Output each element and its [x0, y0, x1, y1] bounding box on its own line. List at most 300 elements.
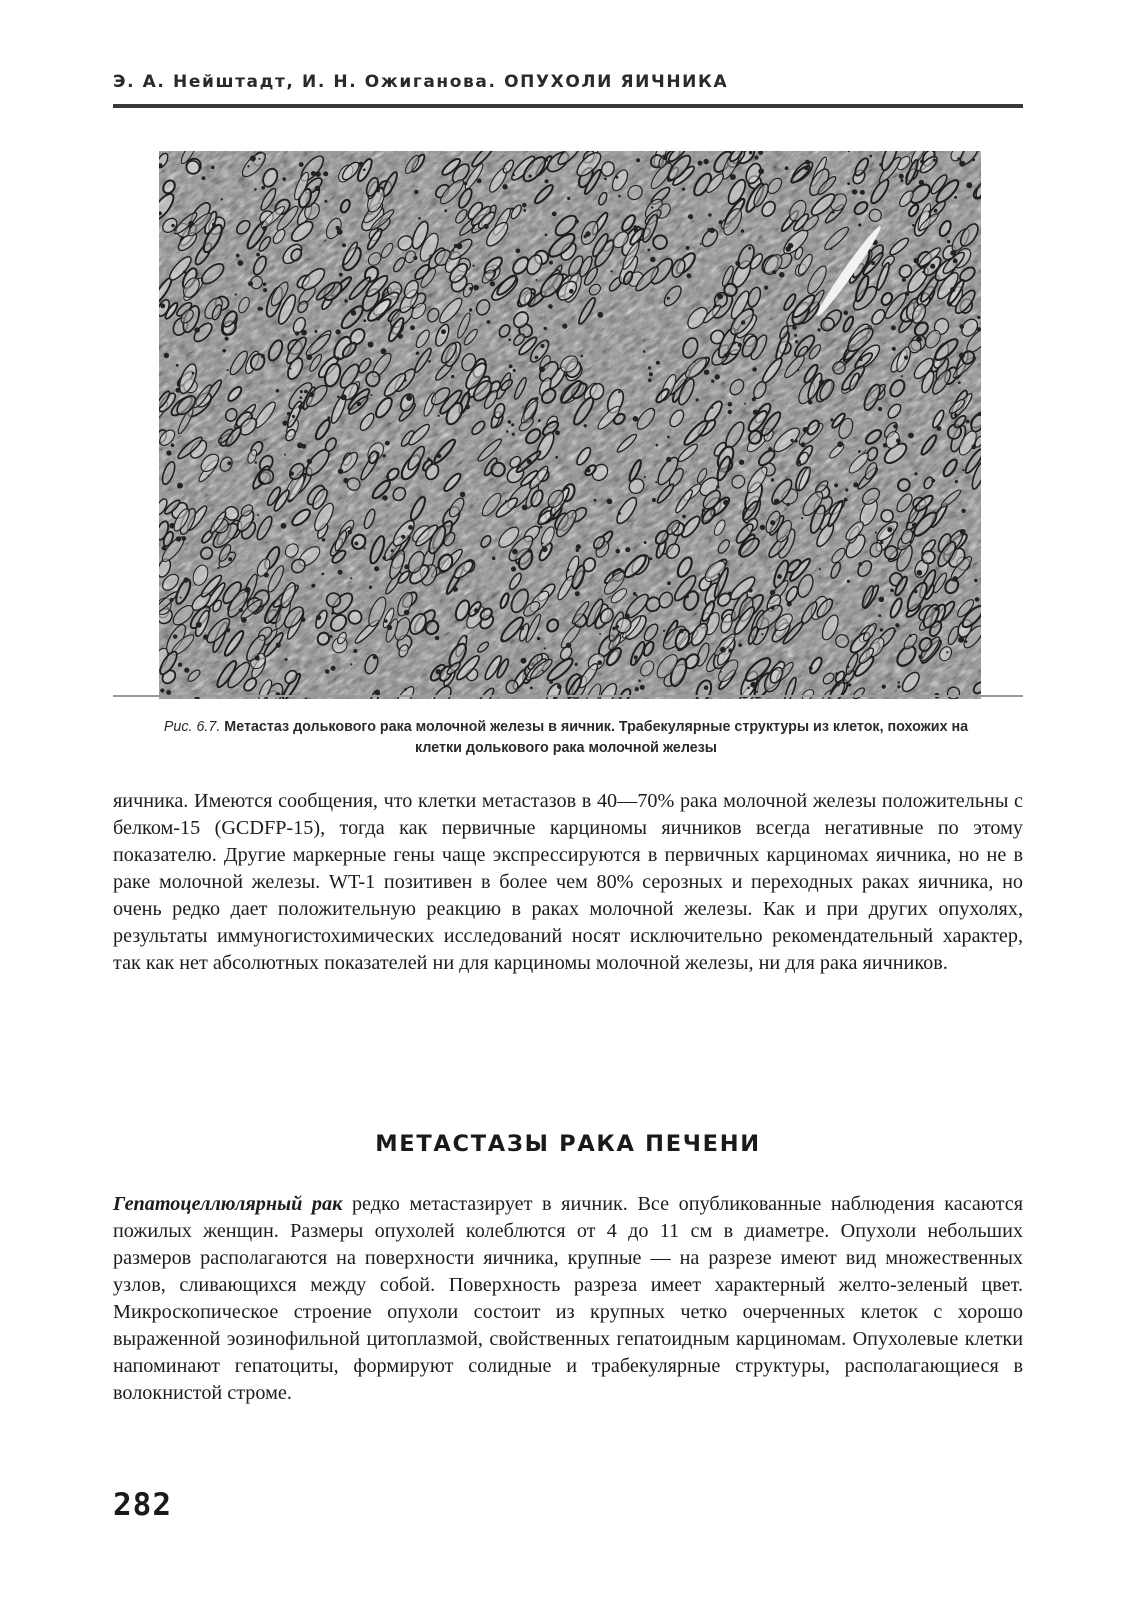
nucleus-dot: [752, 397, 756, 401]
nucleus-dot: [171, 443, 175, 447]
nucleus-dot: [418, 217, 421, 220]
nucleus-dot: [351, 310, 357, 316]
nucleus-dot: [289, 367, 291, 369]
nucleus-dot: [222, 349, 226, 353]
nucleus-dot: [344, 299, 348, 303]
nucleus-dot: [792, 325, 797, 330]
nucleus-dot: [359, 162, 364, 167]
nucleus-dot: [610, 270, 612, 272]
nucleus-dot: [752, 367, 757, 372]
nucleus-dot: [844, 498, 848, 502]
nucleus-dot: [342, 243, 346, 247]
nucleus-dot: [760, 525, 765, 530]
nucleus-dot: [648, 379, 652, 383]
nucleus-dot: [549, 680, 553, 684]
nucleus-dot: [371, 394, 373, 396]
nucleus-dot: [846, 665, 849, 668]
nucleus-dot: [837, 441, 843, 447]
nucleus-dot: [575, 591, 580, 596]
nucleus-dot: [529, 175, 532, 178]
nucleus-dot: [663, 630, 665, 632]
nucleus-dot: [764, 286, 768, 290]
nucleus-dot: [618, 512, 621, 515]
nucleus-dot: [490, 281, 495, 286]
nucleus-dot: [950, 287, 955, 292]
nucleus-dot: [887, 527, 892, 532]
nucleus-dot: [625, 547, 630, 552]
nucleus-dot: [902, 278, 906, 282]
nucleus-dot: [343, 478, 348, 483]
nucleus-dot: [704, 685, 709, 690]
nucleus-dot: [844, 311, 849, 316]
nucleus-dot: [537, 637, 541, 641]
nucleus-dot: [928, 210, 930, 212]
nucleus-dot: [451, 375, 454, 378]
nucleus-dot: [311, 584, 315, 588]
nucleus-dot: [790, 439, 793, 442]
nucleus-dot: [916, 336, 922, 342]
nucleus-dot: [768, 447, 772, 451]
nucleus-dot: [858, 450, 861, 453]
nucleus-dot: [540, 344, 544, 348]
nucleus-dot: [297, 442, 303, 448]
nucleus-dot: [649, 372, 653, 376]
nucleus-dot: [744, 403, 746, 405]
nucleus-dot: [616, 549, 621, 554]
nucleus-dot: [643, 350, 646, 353]
nucleus-dot: [880, 541, 883, 544]
nucleus-dot: [377, 317, 381, 321]
nucleus-dot: [228, 557, 232, 561]
nucleus-dot: [502, 184, 507, 189]
nucleus-dot: [804, 166, 808, 170]
nucleus-dot: [738, 643, 742, 647]
nucleus-dot: [720, 671, 722, 673]
nucleus-dot: [795, 340, 798, 343]
nucleus-dot: [398, 334, 403, 339]
nucleus-dot: [536, 279, 538, 281]
nucleus-dot: [575, 219, 579, 223]
nucleus-dot: [977, 327, 981, 331]
nucleus-dot: [527, 459, 532, 464]
nucleus-dot: [354, 542, 358, 546]
nucleus-dot: [909, 634, 912, 637]
nucleus-dot: [847, 580, 850, 583]
nucleus-dot: [728, 592, 732, 596]
nucleus-dot: [794, 334, 797, 337]
nucleus-dot: [640, 685, 645, 690]
nucleus-dot: [875, 531, 877, 533]
nucleus-dot: [256, 253, 260, 257]
nucleus-dot: [408, 525, 413, 530]
figure-caption: [140, 717, 992, 759]
nucleus-dot: [182, 536, 187, 541]
nucleus-dot: [263, 288, 267, 292]
nucleus-dot: [682, 188, 685, 191]
nucleus-dot: [948, 302, 953, 307]
nucleus-dot: [245, 587, 251, 593]
nucleus-dot: [309, 392, 314, 397]
nucleus-dot: [542, 547, 548, 553]
nucleus-dot: [848, 683, 852, 687]
micrograph-image: [159, 151, 981, 699]
nucleus-dot: [957, 157, 960, 160]
nucleus-dot: [184, 668, 189, 673]
nucleus-dot: [225, 628, 230, 633]
nucleus-dot: [331, 612, 334, 615]
nucleus-dot: [453, 587, 458, 592]
nucleus-dot: [160, 688, 164, 692]
nucleus-dot: [335, 329, 340, 334]
nucleus-dot: [166, 450, 171, 455]
nucleus-dot: [217, 567, 219, 569]
nucleus-dot: [709, 228, 715, 234]
nucleus-dot: [304, 390, 308, 394]
nucleus-dot: [221, 198, 223, 200]
nucleus-dot: [322, 538, 326, 542]
nucleus-dot: [599, 633, 601, 635]
nucleus-dot: [162, 546, 167, 551]
nucleus-dot: [307, 459, 312, 464]
nucleus-dot: [469, 287, 472, 290]
nucleus-dot: [263, 283, 266, 286]
nucleus-dot: [259, 158, 261, 160]
nucleus-dot: [772, 270, 776, 274]
nucleus-dot: [860, 190, 865, 195]
nucleus-dot: [913, 258, 919, 264]
nucleus-dot: [644, 541, 647, 544]
nucleus-dot: [711, 406, 714, 409]
nucleus-dot: [513, 369, 516, 372]
nucleus-dot: [748, 588, 752, 592]
nucleus-dot: [801, 442, 806, 447]
nucleus-dot: [634, 228, 639, 233]
nucleus-dot: [738, 553, 740, 555]
nucleus-dot: [897, 685, 900, 688]
nucleus-dot: [540, 526, 543, 529]
nucleus-dot: [618, 391, 620, 393]
nucleus-dot: [679, 629, 684, 634]
nucleus-dot: [383, 454, 386, 457]
nucleus-dot: [618, 195, 621, 198]
nucleus-dot: [774, 499, 780, 505]
nucleus-dot: [437, 454, 441, 458]
nucleus-dot: [555, 456, 558, 459]
nucleus-dot: [454, 244, 458, 248]
nucleus-dot: [472, 265, 474, 267]
nucleus-dot: [545, 179, 549, 183]
nucleus-dot: [786, 503, 790, 507]
nucleus-dot: [530, 687, 533, 690]
nucleus-dot: [977, 316, 980, 319]
nucleus-dot: [975, 597, 980, 602]
nucleus-dot: [869, 155, 872, 158]
nucleus-dot: [281, 523, 287, 529]
nucleus-dot: [958, 637, 964, 643]
nucleus-dot: [325, 669, 330, 674]
nucleus-dot: [858, 562, 862, 566]
nucleus-dot: [597, 312, 603, 318]
nucleus-dot: [720, 647, 726, 653]
nucleus-dot: [960, 529, 966, 535]
body-paragraph-2: [113, 1191, 1023, 1407]
nucleus-dot: [435, 636, 439, 640]
nucleus-dot: [650, 257, 655, 262]
nucleus-dot: [635, 660, 638, 663]
nucleus-dot: [698, 161, 703, 166]
nucleus-dot: [316, 615, 321, 620]
nucleus-dot: [666, 457, 671, 462]
nucleus-dot: [328, 637, 330, 639]
nucleus-dot: [634, 655, 638, 659]
nucleus-dot: [545, 234, 548, 237]
nucleus-dot: [452, 250, 454, 252]
nucleus-dot: [258, 307, 262, 311]
nucleus-dot: [512, 549, 518, 555]
nucleus-dot: [739, 460, 744, 465]
nucleus-dot: [202, 176, 206, 180]
nucleus-dot: [741, 229, 744, 232]
nucleus-dot: [581, 355, 584, 358]
nucleus-dot: [567, 197, 570, 200]
nucleus-dot: [946, 651, 948, 653]
nucleus-dot: [597, 660, 602, 665]
nucleus-dot: [548, 304, 553, 309]
nucleus-dot: [566, 643, 571, 648]
nucleus-dot: [171, 224, 174, 227]
nucleus-dot: [819, 380, 825, 386]
nucleus-dot: [295, 331, 299, 335]
nucleus-dot: [686, 246, 690, 250]
nucleus-dot: [513, 174, 515, 176]
nucleus-dot: [511, 566, 516, 571]
nucleus-dot: [682, 515, 686, 519]
nucleus-dot: [607, 499, 613, 505]
nucleus-dot: [934, 607, 938, 611]
nucleus-dot: [899, 174, 904, 179]
nucleus-dot: [771, 478, 774, 481]
nucleus-dot: [539, 366, 545, 372]
nucleus-dot: [404, 688, 407, 691]
nucleus-dot: [437, 415, 439, 417]
nucleus-dot: [860, 358, 863, 361]
nucleus-dot: [404, 610, 410, 616]
nucleus-dot: [336, 226, 340, 230]
nucleus-dot: [338, 570, 343, 575]
nucleus-dot: [562, 324, 567, 329]
nucleus-dot: [567, 569, 570, 572]
nucleus-dot: [552, 212, 557, 217]
nucleus-dot: [477, 179, 482, 184]
nucleus-dot: [290, 471, 294, 475]
nucleus-dot: [878, 614, 881, 617]
nucleus-dot: [511, 207, 514, 210]
nucleus-dot: [348, 530, 352, 534]
nucleus-dot: [327, 416, 330, 419]
nucleus-dot: [196, 635, 198, 637]
nucleus-dot: [785, 166, 789, 170]
nucleus-dot: [353, 649, 357, 653]
running-header: Э. А. Нейштадт, И. Н. Ожиганова. ОПУХОЛИ ЯИЧНИКА: [113, 72, 729, 92]
nucleus-dot: [644, 476, 646, 478]
nucleus-dot: [883, 443, 888, 448]
nucleus-dot: [331, 666, 336, 671]
nucleus-dot: [264, 573, 269, 578]
nucleus-dot: [920, 159, 924, 163]
nucleus-dot: [633, 416, 639, 422]
nucleus-dot: [819, 568, 821, 570]
nucleus-dot: [369, 586, 372, 589]
nucleus-dot: [180, 597, 182, 599]
nucleus-dot: [649, 557, 652, 560]
nucleus-dot: [962, 469, 964, 471]
nucleus-dot: [914, 472, 917, 475]
nucleus-dot: [211, 166, 215, 170]
nucleus-dot: [545, 158, 548, 161]
nucleus-dot: [955, 480, 958, 483]
nucleus-dot: [604, 178, 607, 181]
nucleus-dot: [715, 374, 720, 379]
nucleus-dot: [404, 379, 407, 382]
nucleus-dot: [176, 388, 181, 393]
nucleus-dot: [785, 344, 788, 347]
nucleus-dot: [965, 640, 968, 643]
nucleus-dot: [576, 549, 579, 552]
nucleus-dot: [178, 663, 182, 667]
nucleus-dot: [492, 557, 496, 561]
nucleus-dot: [257, 514, 259, 516]
nucleus-dot: [655, 481, 657, 483]
nucleus-dot: [382, 495, 387, 500]
nucleus-dot: [292, 415, 295, 418]
nucleus-dot: [663, 156, 667, 160]
nucleus-dot: [830, 418, 833, 421]
nucleus-dot: [464, 182, 468, 186]
nucleus-dot: [834, 483, 838, 487]
nucleus-dot: [505, 500, 507, 502]
nucleus-dot: [382, 556, 386, 560]
nucleus-dot: [282, 421, 287, 426]
nucleus-dot: [878, 407, 882, 411]
nucleus-dot: [441, 329, 446, 334]
nucleus-dot: [542, 670, 544, 672]
nucleus-dot: [276, 643, 281, 648]
nucleus-dot: [652, 498, 656, 502]
nucleus-dot: [667, 581, 671, 585]
nucleus-dot: [413, 256, 417, 260]
nucleus-dot: [363, 169, 366, 172]
nucleus-dot: [368, 342, 374, 348]
nucleus-dot: [732, 341, 735, 344]
nucleus-dot: [546, 341, 548, 343]
nucleus-dot: [858, 223, 861, 226]
nucleus-dot: [912, 523, 917, 528]
nucleus-dot: [414, 190, 418, 194]
nucleus-dot: [696, 398, 699, 401]
nucleus-dot: [261, 354, 265, 358]
nucleus-dot: [961, 509, 965, 513]
nucleus-dot: [315, 330, 318, 333]
nucleus-dot: [549, 261, 553, 265]
nucleus-dot: [719, 220, 723, 224]
body-paragraph-1: яичника. Имеются сообщения, что клетки метастазов в 40—70% рака молочной железы положительны с белком-15 (GCDFP-15), тогда как первичные карциномы яичников всегда негативные по этому показателю. Другие маркерные гены чаще экспрессируются в первичных карциномах яичника, но не в раке молочной железы. WT-1 позитивен в более чем 80% серозных и переходных раках яичника, но очень редко дает положительную реакцию в раках молочной железы. Как и при других опухолях, результаты иммуногистохимических исследований носят исключительно рекомендательный характер, так как нет абсолютных показателей ни для карциномы молочной железы, ни для рака яичников.: [113, 790, 1023, 974]
nucleus-dot: [465, 635, 468, 638]
nucleus-dot: [788, 243, 794, 249]
nucleus-dot: [954, 413, 958, 417]
nucleus-dot: [756, 691, 758, 693]
nucleus-dot: [183, 577, 188, 582]
nucleus-dot: [374, 566, 379, 571]
nucleus-dot: [910, 540, 913, 543]
section-title: МЕТАСТАЗЫ РАКА ПЕЧЕНИ: [375, 1131, 761, 1157]
nucleus-dot: [845, 488, 848, 491]
nucleus-dot: [703, 159, 708, 164]
nucleus-dot: [339, 273, 343, 277]
nucleus-dot: [794, 220, 796, 222]
nucleus-dot: [238, 260, 244, 266]
figure-rule: [113, 695, 1023, 697]
nucleus-dot: [520, 626, 524, 630]
nucleus-dot: [636, 158, 640, 162]
nucleus-dot: [509, 364, 513, 368]
nucleus-dot: [406, 395, 412, 401]
nucleus-dot: [557, 684, 562, 689]
nucleus-dot: [771, 606, 775, 610]
nucleus-dot: [220, 437, 222, 439]
nucleus-dot: [387, 625, 392, 630]
nucleus-dot: [916, 570, 922, 576]
nucleus-dot: [287, 412, 291, 416]
nucleus-dot: [950, 250, 955, 255]
nucleus-dot: [656, 361, 660, 365]
nucleus-dot: [315, 186, 320, 191]
nucleus-dot: [688, 214, 693, 219]
nucleus-dot: [282, 177, 286, 181]
nucleus-dot: [954, 196, 957, 199]
nucleus-dot: [717, 294, 723, 300]
nucleus-dot: [350, 663, 352, 665]
nucleus-dot: [170, 598, 174, 602]
nucleus-dot: [728, 649, 733, 654]
nucleus-dot: [363, 319, 366, 322]
nucleus-dot: [235, 293, 237, 295]
nucleus-dot: [633, 592, 637, 596]
nucleus-dot: [738, 343, 742, 347]
nucleus-dot: [535, 397, 539, 401]
figure-caption-text: Метастаз долькового рака молочной железы в яичник. Трабекулярные структуры из клеток, похожих на клетки долькового рака молочной железы: [224, 719, 969, 756]
nucleus-dot: [830, 248, 832, 250]
nucleus-dot: [728, 402, 733, 407]
nucleus-dot: [508, 420, 512, 424]
nucleus-dot: [634, 225, 637, 228]
nucleus-dot: [512, 433, 515, 436]
nucleus-dot: [338, 469, 343, 474]
page-number: 282: [113, 1487, 172, 1523]
nucleus-dot: [803, 427, 809, 433]
nucleus-dot: [555, 430, 560, 435]
nucleus-dot: [922, 271, 924, 273]
nucleus-dot: [724, 353, 728, 357]
nucleus-dot: [735, 261, 740, 266]
nucleus-dot: [239, 608, 243, 612]
nucleus-dot: [323, 171, 328, 176]
nucleus-dot: [164, 353, 169, 358]
nucleus-dot: [847, 182, 850, 185]
nucleus-dot: [761, 633, 763, 635]
nucleus-dot: [777, 574, 782, 579]
nucleus-dot: [898, 681, 901, 684]
nucleus-dot: [535, 356, 539, 360]
